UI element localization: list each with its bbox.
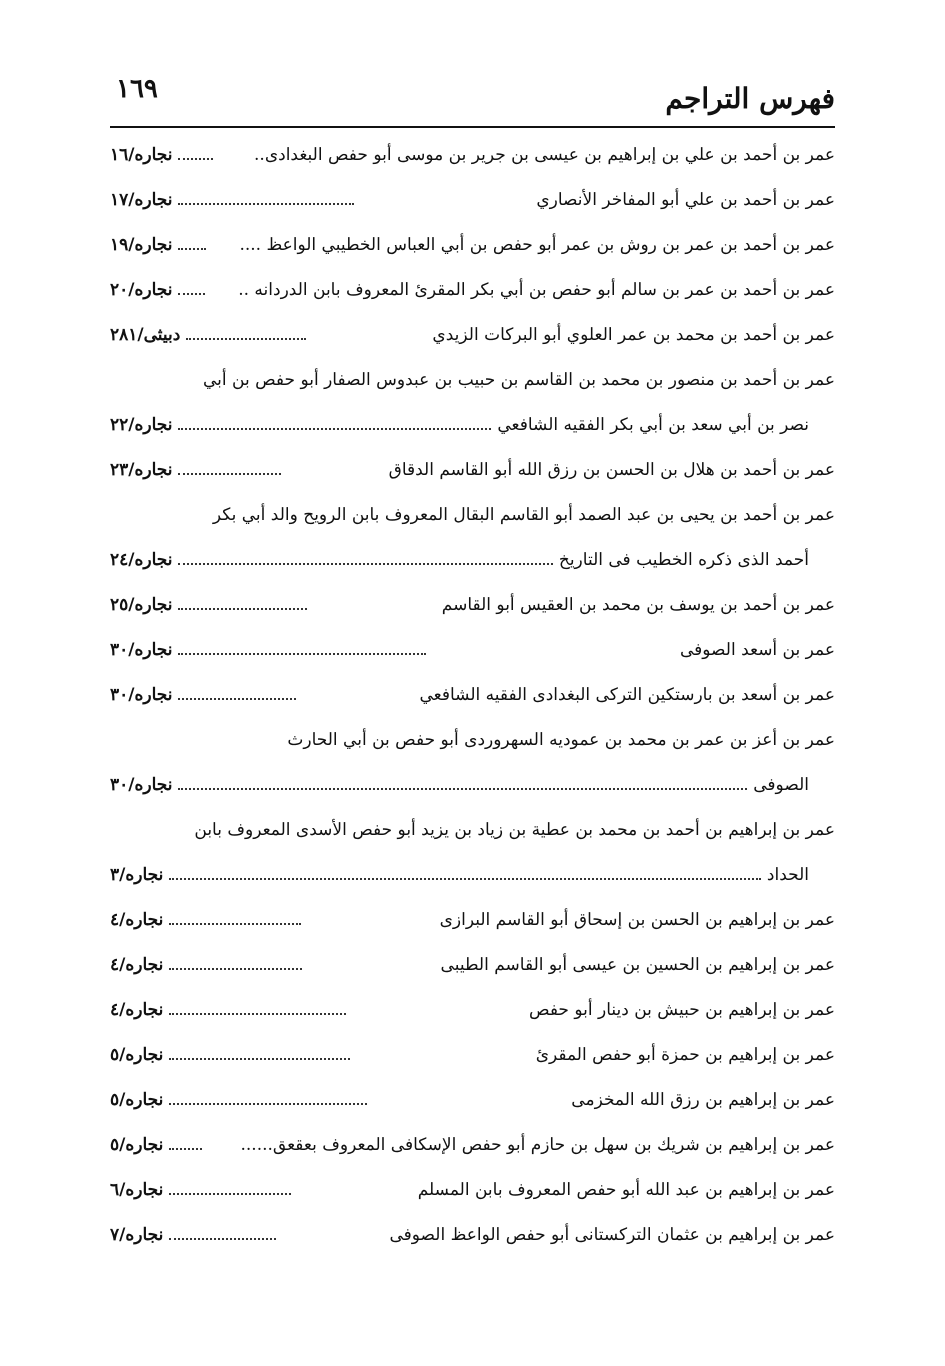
entry-line (110, 995, 835, 1040)
entry-line (110, 500, 835, 545)
entry-line (110, 230, 835, 275)
source-reference: نجاره/٦ (110, 1180, 164, 1200)
index-entry (110, 230, 835, 275)
entry-name: عمر بن أحمد بن محمد بن عمر العلوي أبو البركات الزيدي (432, 325, 835, 345)
entry-name: عمر بن أعز بن عمر بن محمد بن عموديه السهروردى أبو حفص بن أبي الحارث (287, 730, 835, 750)
source-reference: نجاره/٣٠ (110, 640, 173, 660)
entry-name: عمر بن أسعد بن بارستكين التركى البغدادى الفقيه الشافعي (419, 685, 835, 705)
entry-name-continued: الحداد (766, 865, 809, 885)
index-entry (110, 1130, 835, 1175)
source-reference: نجاره/٥ (110, 1045, 164, 1065)
entry-line (110, 1175, 835, 1220)
entry-line (110, 365, 835, 410)
entry-continuation-line (110, 545, 835, 590)
entry-line (110, 1130, 835, 1175)
entry-name: عمر بن إبراهيم بن الحسن بن إسحاق أبو القاسم البرازى (439, 910, 835, 930)
entry-name-continued: الصوفى (753, 775, 809, 795)
entry-name: عمر بن أحمد بن يوسف بن محمد بن العقيس أبو القاسم (441, 595, 835, 615)
entry-name: عمر بن إبراهيم بن حبيش بن دينار أبو حفص (529, 1000, 835, 1020)
index-entry (110, 590, 835, 635)
entry-line (110, 320, 835, 365)
index-entry (110, 905, 835, 950)
source-reference: نجاره/٥ (110, 1090, 164, 1110)
dot-leader (178, 247, 205, 250)
source-reference: نجاره/٥ (110, 1135, 164, 1155)
source-reference: نجاره/٤ (110, 910, 164, 930)
dot-leader (169, 1147, 202, 1150)
source-reference: نجاره/١٧ (110, 190, 173, 210)
index-entry (110, 140, 835, 185)
entry-name-continued: أحمد الذى ذكره الخطيب فى التاريخ (558, 550, 809, 570)
entry-name-continued: نصر بن أبي سعد بن أبي بكر الفقيه الشافعي (497, 415, 809, 435)
entry-name: عمر بن أحمد بن هلال بن الحسن بن رزق الله أبو القاسم الدقاق (388, 460, 835, 480)
entry-line (110, 905, 835, 950)
source-reference: نجاره/٢٢ (110, 415, 173, 435)
index-entry (110, 320, 835, 365)
entry-name: عمر بن أحمد بن عمر بن سالم أبو حفص بن أبي بكر المقرئ المعروف بابن الدردانه .. (238, 280, 835, 300)
dot-leader (178, 472, 280, 475)
index-entries-list (110, 140, 835, 1265)
index-entry (110, 365, 835, 455)
index-entry (110, 1175, 835, 1220)
index-entry (110, 725, 835, 815)
entry-line (110, 635, 835, 680)
source-reference: نجاره/٣٠ (110, 685, 173, 705)
dot-leader (186, 337, 306, 340)
entry-line (110, 1085, 835, 1130)
entry-name: عمر بن إبراهيم بن الحسين بن عيسى أبو القاسم الطيبى (440, 955, 835, 975)
dot-leader (169, 1237, 276, 1240)
index-entry (110, 1040, 835, 1085)
entry-line (110, 725, 835, 770)
source-reference: نجاره/٣٠ (110, 775, 173, 795)
dot-leader (169, 967, 302, 970)
index-entry (110, 635, 835, 680)
running-title: فهرس التراجم (665, 82, 835, 115)
entry-line (110, 185, 835, 230)
index-entry (110, 995, 835, 1040)
dot-leader (178, 202, 354, 205)
source-reference: نجاره/٢٤ (110, 550, 173, 570)
entry-continuation-line (110, 410, 835, 455)
entry-line (110, 1040, 835, 1085)
dot-leader (169, 1012, 346, 1015)
entry-line (110, 455, 835, 500)
source-reference: نجاره/٢٣ (110, 460, 173, 480)
entry-name: عمر بن إبراهيم بن حمزة أبو حفص المقرئ (535, 1045, 835, 1065)
index-entry (110, 1220, 835, 1265)
dot-leader (178, 427, 491, 430)
page-header (110, 68, 835, 128)
entry-line (110, 950, 835, 995)
entry-name: عمر بن إبراهيم بن أحمد بن محمد بن عطية بن زياد بن يزيد أبو حفص الأسدى المعروف بابن (194, 820, 835, 840)
dot-leader (178, 697, 296, 700)
entry-name: عمر بن أحمد بن علي بن إبراهيم بن عيسى بن جرير بن موسى أبو حفص البغدادى.. (254, 145, 835, 165)
page-number: ١٦٩ (116, 74, 158, 104)
entry-name: عمر بن أسعد الصوفى (679, 640, 835, 660)
index-entry (110, 500, 835, 590)
entry-name: عمر بن أحمد بن علي أبو المفاخر الأنصاري (536, 190, 835, 210)
index-entry (110, 455, 835, 500)
entry-line (110, 680, 835, 725)
index-entry (110, 1085, 835, 1130)
entry-name: عمر بن إبراهيم بن شريك بن سهل بن حازم أبو حفص الإسكافى المعروف بعقعق...... (240, 1135, 835, 1155)
source-reference: نجاره/٢٥ (110, 595, 173, 615)
source-reference: نجاره/١٩ (110, 235, 173, 255)
dot-leader (178, 652, 426, 655)
dot-leader (169, 1192, 290, 1195)
source-reference: نجاره/١٦ (110, 145, 173, 165)
entry-line (110, 1220, 835, 1265)
dot-leader (169, 1102, 367, 1105)
dot-leader (178, 607, 307, 610)
index-entry (110, 680, 835, 725)
source-reference: نجاره/٤ (110, 1000, 164, 1020)
source-reference: نجاره/٣ (110, 865, 164, 885)
source-reference: نجاره/٤ (110, 955, 164, 975)
dot-leader (178, 292, 205, 295)
source-reference: نجاره/٢٠ (110, 280, 173, 300)
index-entry (110, 815, 835, 905)
index-entry (110, 275, 835, 320)
entry-line (110, 275, 835, 320)
dot-leader (169, 1057, 349, 1060)
entry-name: عمر بن إبراهيم بن رزق الله المخزمى (571, 1090, 835, 1110)
entry-continuation-line (110, 770, 835, 815)
index-entry (110, 950, 835, 995)
entry-name: عمر بن أحمد بن عمر بن روش بن عمر أبو حفص بن أبي العباس الخطيبي الواعظ .... (239, 235, 835, 255)
dot-leader (178, 787, 747, 790)
dot-leader (178, 562, 552, 565)
source-reference: نجاره/٧ (110, 1225, 164, 1245)
entry-line (110, 140, 835, 185)
entry-line (110, 590, 835, 635)
dot-leader (169, 922, 301, 925)
dot-leader (178, 157, 213, 160)
index-entry (110, 185, 835, 230)
entry-continuation-line (110, 860, 835, 905)
header-rule (110, 126, 835, 128)
entry-name: عمر بن إبراهيم بن عثمان التركستانى أبو حفص الواعظ الصوفى (389, 1225, 835, 1245)
entry-name: عمر بن أحمد بن يحيى بن عبد الصمد أبو القاسم البقال المعروف بابن الرويح والد أبي بكر (212, 505, 835, 525)
entry-name: عمر بن أحمد بن منصور بن محمد بن القاسم بن حبيب بن عبدوس الصفار أبو حفص بن أبي (203, 370, 835, 390)
entry-name: عمر بن إبراهيم بن عبد الله أبو حفص المعروف بابن المسلم (417, 1180, 835, 1200)
dot-leader (169, 877, 761, 880)
entry-line (110, 815, 835, 860)
source-reference: دبيثى/٢٨١ (110, 325, 181, 345)
